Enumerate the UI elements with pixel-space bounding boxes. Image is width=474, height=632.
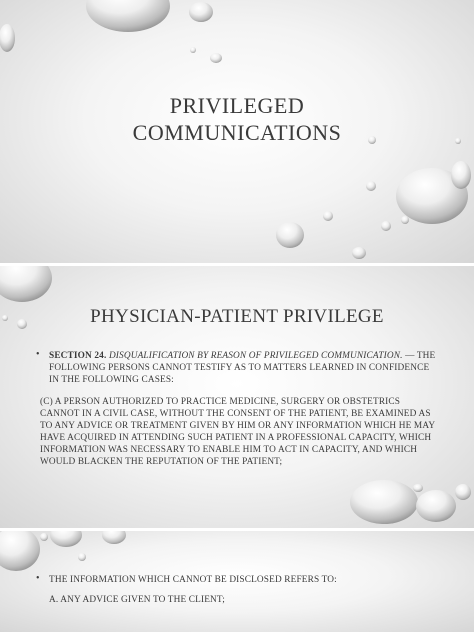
water-drop bbox=[0, 24, 15, 52]
bullet-icon: • bbox=[36, 349, 40, 360]
title-line-2: COMMUNICATIONS bbox=[132, 120, 342, 145]
water-drop bbox=[381, 221, 391, 231]
water-drop bbox=[102, 531, 126, 544]
water-drop bbox=[190, 47, 196, 53]
title-slide bbox=[0, 0, 474, 263]
paragraph-c: (C) A PERSON AUTHORIZED TO PRACTICE MEDICINE, SURGERY OR OBSTETRICS CANNOT IN A CIVIL CASE, WITHOUT THE CONSENT OF THE PATIENT, BE EXAMINED AS TO ANY ADVICE OR TREATMENT GIVEN BY HIM OR ANY INFORMATION WHICH HE MAY HAVE ACQUIRED IN ATTENDING SUCH PATIENT IN A PROFESSIONAL CAPACITY, WHICH INFORMATION WAS NECESSARY TO ENABLE HIM TO ACT IN CAPACITY, AND WHICH WOULD BLACKEN THE REPUTATION OF THE PATIENT; bbox=[40, 397, 435, 467]
list-item-a: A. ANY ADVICE GIVEN TO THE CLIENT; bbox=[49, 595, 225, 605]
content-slide bbox=[0, 266, 474, 528]
water-drop bbox=[352, 247, 366, 259]
water-drop bbox=[323, 211, 333, 221]
partial-slide bbox=[0, 531, 474, 632]
water-drop bbox=[416, 490, 456, 522]
water-drop bbox=[350, 480, 418, 524]
water-drop bbox=[451, 161, 471, 189]
section-text: — THE FOLLOWING PERSONS CANNOT TESTIFY AS TO MATTERS LEARNED IN CONFIDENCE IN THE FOLLOWING CASES: bbox=[49, 351, 436, 385]
slide-title bbox=[0, 92, 474, 146]
disclosure-bullet bbox=[36, 574, 446, 586]
water-drop bbox=[78, 553, 86, 561]
water-drop bbox=[0, 531, 40, 571]
section-heading: DISQUALIFICATION BY REASON OF PRIVILEGED COMMUNICATION. bbox=[108, 351, 403, 361]
water-drop bbox=[455, 484, 471, 500]
water-drop bbox=[366, 181, 376, 191]
bullet-text: THE INFORMATION WHICH CANNOT BE DISCLOSED REFERS TO: bbox=[49, 575, 337, 585]
water-drop bbox=[189, 2, 213, 22]
water-drop bbox=[401, 216, 409, 224]
water-drop bbox=[0, 266, 52, 302]
water-drop bbox=[276, 222, 304, 248]
bullet-icon: • bbox=[36, 573, 40, 584]
bullet-text bbox=[49, 350, 436, 386]
water-drop bbox=[86, 0, 170, 32]
water-drop bbox=[40, 533, 48, 541]
section-label: SECTION 24. bbox=[49, 351, 107, 361]
water-drop bbox=[50, 531, 82, 547]
water-drop bbox=[413, 484, 423, 492]
section-bullet bbox=[36, 350, 436, 386]
water-drop bbox=[210, 53, 222, 63]
slide-title: PHYSICIAN-PATIENT PRIVILEGE bbox=[90, 306, 384, 327]
title-line-1: PRIVILEGED bbox=[169, 93, 305, 118]
